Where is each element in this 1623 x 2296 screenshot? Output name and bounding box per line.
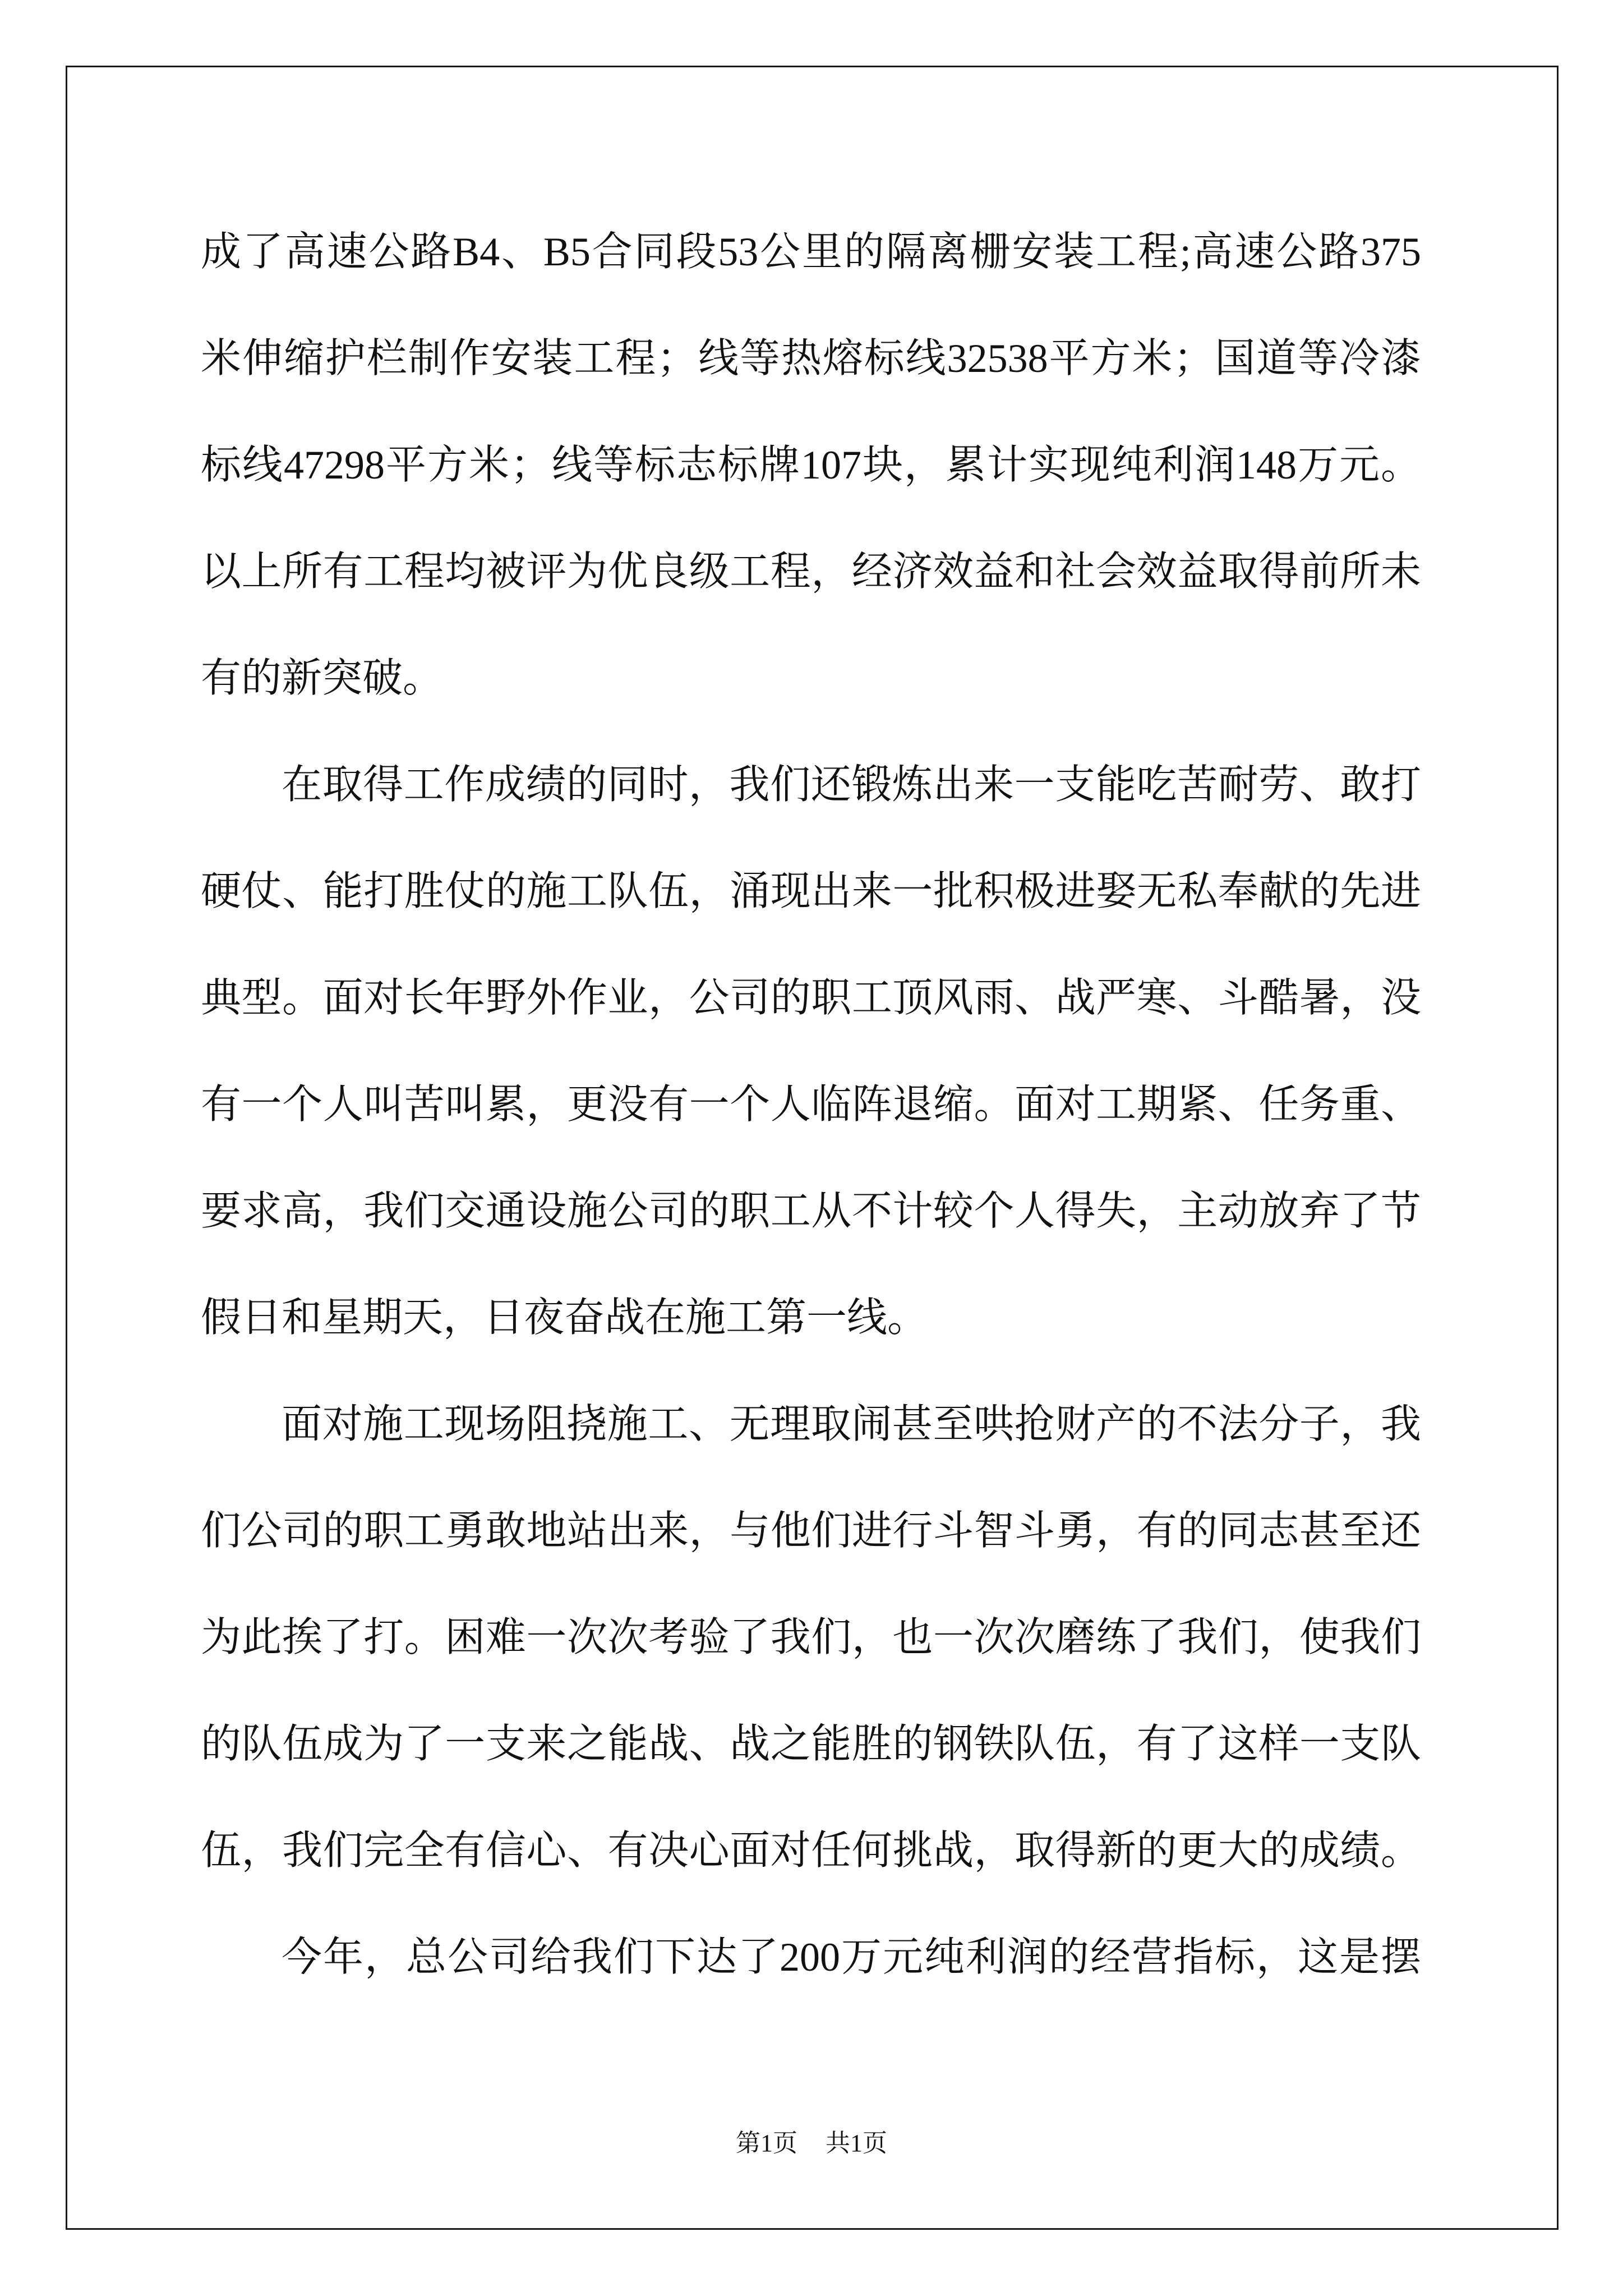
page-number: 第1页 xyxy=(736,2129,797,2157)
paragraph xyxy=(201,1904,1421,2010)
paragraph xyxy=(201,731,1421,1371)
text-line: 有一个人叫苦叫累，更没有一个人临阵退缩。面对工期紧、任务重、 xyxy=(201,1082,1421,1127)
text-line: 典型。面对长年野外作业，公司的职工顶风雨、战严寒、斗酷暑，没 xyxy=(201,976,1421,1020)
text-line: 假日和星期天，日夜奋战在施工第一线。 xyxy=(201,1295,928,1340)
text-line: 伍，我们完全有信心、有决心面对任何挑战，取得新的更大的成绩。 xyxy=(201,1828,1421,1873)
text-line: 米伸缩护栏制作安装工程；线等热熔标线32538平方米；国道等冷漆 xyxy=(201,336,1421,381)
text-line: 为此挨了打。困难一次次考验了我们，也一次次磨练了我们，使我们 xyxy=(201,1615,1421,1660)
text-line: 在取得工作成绩的同时，我们还锻炼出来一支能吃苦耐劳、敢打 xyxy=(282,762,1421,807)
text-line: 们公司的职工勇敢地站出来，与他们进行斗智斗勇，有的同志甚至还 xyxy=(201,1508,1421,1553)
text-line: 硬仗、能打胜仗的施工队伍，涌现出来一批积极进娶无私奉献的先进 xyxy=(201,869,1421,914)
paragraph xyxy=(201,1371,1421,1904)
text-line: 标线47298平方米；线等标志标牌107块，累计实现纯利润148万元。 xyxy=(201,443,1421,487)
text-line: 成了高速公路B4、B5合同段53公里的隔离栅安装工程;高速公路375 xyxy=(201,229,1421,274)
page-total: 共1页 xyxy=(826,2129,887,2157)
text-line: 面对施工现场阻挠施工、无理取闹甚至哄抢财产的不法分子，我 xyxy=(282,1402,1421,1447)
text-line: 的队伍成为了一支来之能战、战之能胜的钢铁队伍，有了这样一支队 xyxy=(201,1722,1421,1766)
document-body xyxy=(201,199,1421,2010)
text-line: 今年，总公司给我们下达了200万元纯利润的经营指标，这是摆 xyxy=(282,1935,1421,1980)
paragraph xyxy=(201,199,1421,731)
text-line: 要求高，我们交通设施公司的职工从不计较个人得失，主动放弃了节 xyxy=(201,1189,1421,1234)
page-footer xyxy=(0,2127,1623,2160)
text-line: 有的新突破。 xyxy=(201,656,444,701)
text-line: 以上所有工程均被评为优良级工程，经济效益和社会效益取得前所未 xyxy=(201,549,1421,594)
